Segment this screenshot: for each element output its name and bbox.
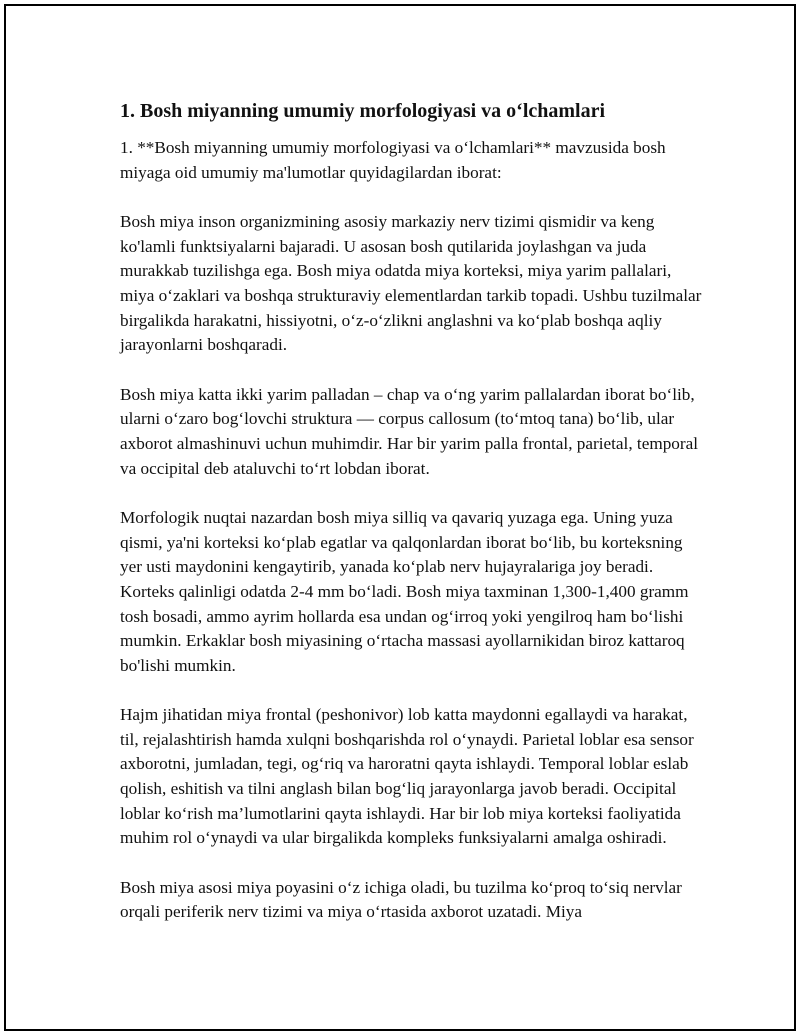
paragraph-lobes: Hajm jihatidan miya frontal (peshonivor) lob katta maydonni egallaydi va harakat, til, rejalashtirish hamda xulqni boshqarishda rol o‘ynaydi. Parietal loblar esa sensor axborotni, jumladan, tegi, og‘riq va haroratni qayta ishlaydi. Temporal loblar eslab qolish, eshitish va tilni anglash bilan bog‘liq jarayonlarga javob beradi. Occipital loblar ko‘rish ma’lumotlarini qayta ishlaydi. Har bir lob miya korteksi faoliyatida muhim rol o‘ynaydi va ular birgalikda kompleks funksiyalarni amalga oshiradi. — [120, 705, 694, 848]
paragraph-morphology: Morfologik nuqtai nazardan bosh miya silliq va qavariq yuzaga ega. Uning yuza qismi, ya'ni korteksi ko‘plab egatlar va qalqonlardan iborat bo‘lib, bu korteksning yer usti maydonini kengaytirib, yanada ko‘plab nerv hujayralariga joy beradi. Korteks qalinligi odatda 2-4 mm bo‘ladi. Bosh miya taxminan 1,300-1,400 gramm tosh bosadi, ammo ayrim hollarda esa undan og‘irroq yoki yengilroq ham bo‘lishi mumkin. Erkaklar bosh miyasining o‘rtacha massasi ayollarnikidan biroz kattaroq bo'lishi mumkin. — [120, 508, 689, 675]
paragraph-brainstem: Bosh miya asosi miya poyasini o‘z ichiga oladi, bu tuzilma ko‘proq to‘siq nervlar orqali periferik nerv tizimi va miya o‘rtasida axborot uzatadi. Miya — [120, 877, 682, 922]
document-content — [120, 97, 705, 950]
paragraph-overview: Bosh miya inson organizmining asosiy markaziy nerv tizimi qismidir va keng ko'lamli funktsiyalarni bajaradi. U asosan bosh qutilarida joylashgan va juda murakkab tuzilishga ega. Bosh miya odatda miya korteksi, miya yarim pallalari, miya o‘zaklari va boshqa strukturaviy elementlardan tarkib topadi. Ushbu tuzilmalar birgalikda harakatni, hissiyotni, o‘z-o‘zlikni anglashni va ko‘plab boshqa aqliy jarayonlarni boshqaradi. — [120, 212, 702, 355]
paragraph-hemispheres: Bosh miya katta ikki yarim palladan – chap va o‘ng yarim pallalardan iborat bo‘lib, ularni o‘zaro bog‘lovchi struktura — corpus callosum (to‘mtoq tana) bo‘lib, ular axborot almashinuvi uchun muhimdir. Har bir yarim palla frontal, parietal, temporal va occipital deb ataluvchi to‘rt lobdan iborat. — [120, 384, 699, 478]
paragraph-intro: 1. **Bosh miyanning umumiy morfologiyasi va o‘lchamlari** mavzusida bosh miyaga oid umumiy ma'lumotlar quyidagilardan iborat: — [120, 138, 666, 182]
document-title: 1. Bosh miyanning umumiy morfologiyasi va o‘lchamlari — [120, 100, 606, 122]
document-page — [4, 4, 796, 1031]
